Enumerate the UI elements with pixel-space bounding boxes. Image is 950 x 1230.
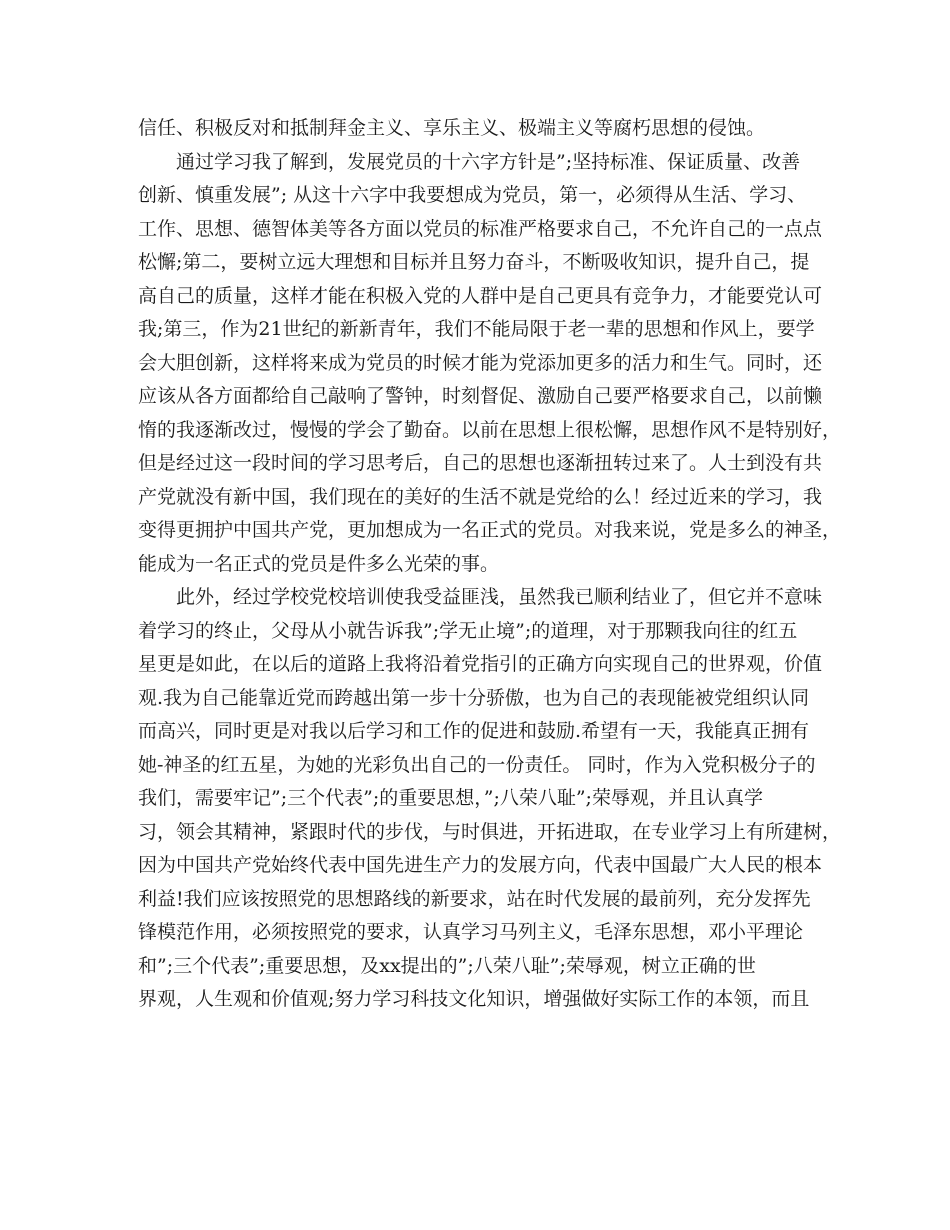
text-line: 能成为一名正式的党员是件多么光荣的事。 — [138, 552, 500, 575]
text-line: 通过学习我了解到，发展党员的十六字方针是”;坚持标准、保证质量、改善 — [176, 150, 801, 173]
text-line: 信任、积极反对和抵制拜金主义、享乐主义、极端主义等腐朽思想的侵蚀。 — [138, 117, 766, 139]
text-line: 高自己的质量，这样才能在积极入党的人群中是自己更具有竞争力，才能要党认可 — [138, 284, 823, 307]
text-line: 创新、慎重发展”; 从这十六字中我要想成为党员，第一，必须得从生活、学习、 — [138, 184, 807, 206]
document-body — [138, 112, 842, 1017]
text-line: 变得更拥护中国共产党，更加想成为一名正式的党员。对我来说，党是多么的神圣， — [138, 519, 842, 541]
text-line: 会大胆创新，这样将来成为党员的时候才能为党添加更多的活力和生气。同时，还 — [138, 351, 823, 374]
text-line: 而高兴，同时更是对我以后学习和工作的促进和鼓励.希望有一天，我能真正拥有 — [138, 720, 810, 742]
text-line: 锋模范作用，必须按照党的要求，认真学习马列主义，毛泽东思想，邓小平理论 — [138, 921, 804, 943]
text-line: 但是经过这一段时间的学习思考后，自己的思想也逐渐扭转过来了。人士到没有共 — [138, 452, 823, 474]
text-line: 此外，经过学校党校培训使我受益匪浅，虽然我已顺利结业了，但它并不意味 — [176, 586, 823, 608]
text-line: 松懈;第二，要树立远大理想和目标并且努力奋斗，不断吸收知识，提升自己，提 — [138, 251, 810, 273]
text-line: 界观，人生观和价值观;努力学习科技文化知识，增强做好实际工作的本领，而且 — [138, 988, 810, 1010]
text-line: 我们，需要牢记”;三个代表”;的重要思想，”;八荣八耻”;荣辱观，并且认真学 — [138, 787, 763, 809]
text-line: 因为中国共产党始终代表中国先进生产力的发展方向，代表中国最广大人民的根本 — [138, 854, 823, 876]
text-line: 星更是如此，在以后的道路上我将沿着党指引的正确方向实现自己的世界观，价值 — [138, 653, 823, 675]
text-line: 习，领会其精神，紧跟时代的步伐，与时俱进，开拓进取，在专业学习上有所建树， — [138, 820, 842, 843]
text-line: 利益!我们应该按照党的思想路线的新要求，站在时代发展的最前列，充分发挥先 — [138, 887, 811, 910]
text-line: 和”;三个代表”;重要思想，及xx提出的”;八荣八耻”;荣辱观，树立正确的世 — [138, 954, 756, 977]
text-line: 观.我为自己能靠近党而跨越出第一步十分骄傲，也为自己的表现能被党组织认同 — [138, 686, 810, 709]
text-line: 应该从各方面都给自己敲响了警钟，时刻督促、激励自己要严格要求自己，以前懒 — [138, 385, 823, 407]
text-line: 产党就没有新中国，我们现在的美好的生活不就是党给的么！经过近来的学习，我 — [138, 485, 823, 508]
text-line: 着学习的终止，父母从小就告诉我”;学无止境”;的道理，对于那颗我向往的红五 — [138, 619, 798, 642]
text-line: 工作、思想、德智体美等各方面以党员的标准严格要求自己，不允许自己的一点点 — [138, 217, 823, 240]
text-line: 她-神圣的红五星，为她的光彩负出自己的一份责任。 同时，作为入党积极分子的 — [138, 753, 816, 776]
text-line: 惰的我逐渐改过，慢慢的学会了勤奋。以前在思想上很松懈，思想作风不是特别好， — [138, 418, 842, 441]
text-line: 我;第三，作为21世纪的新新青年，我们不能局限于老一辈的思想和作风上，要学 — [138, 318, 815, 340]
